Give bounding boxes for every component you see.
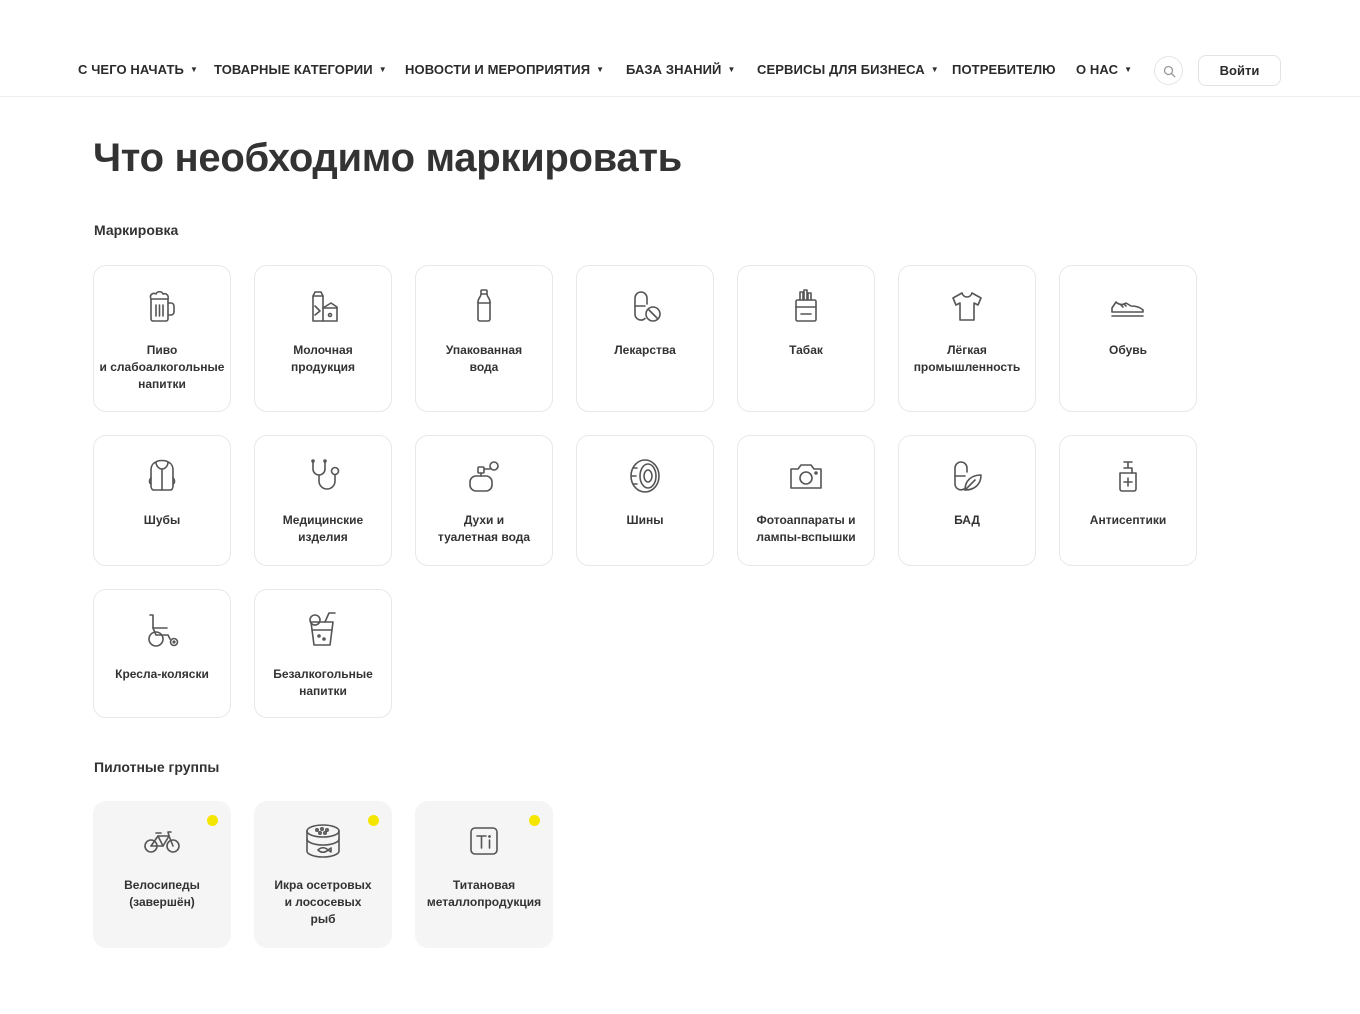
top-navigation: [0, 0, 1360, 97]
nav-item-product-categories[interactable]: [214, 62, 387, 77]
category-card-antiseptics[interactable]: [1059, 435, 1197, 566]
category-label: Лёгкая промышленность: [913, 343, 1021, 374]
chevron-down-icon: ▼: [1124, 65, 1133, 74]
nav-item-business-services[interactable]: [757, 62, 939, 77]
pilot-card-titanium[interactable]: [415, 801, 553, 948]
pilot-card-bicycles[interactable]: [93, 801, 231, 948]
search-icon: [1163, 65, 1176, 78]
sneaker-icon: [1108, 286, 1148, 326]
category-label: Титановая металлопродукция: [426, 878, 542, 909]
category-card-perfume[interactable]: [415, 435, 553, 566]
category-card-beer[interactable]: [93, 265, 231, 412]
category-label: Икра осетровых и лососевых рыб: [274, 878, 372, 926]
category-card-wheelchairs[interactable]: [93, 589, 231, 718]
page-title: Что необходимо маркировать: [93, 136, 682, 180]
titanium-element-icon: [464, 821, 504, 861]
nav-item-consumer[interactable]: [952, 62, 1056, 77]
category-label: БАД: [954, 513, 980, 527]
nav-item-label: ТОВАРНЫЕ КАТЕГОРИИ: [214, 62, 373, 77]
pill-icon: [625, 286, 665, 326]
category-label: Молочная продукция: [291, 343, 355, 374]
pilot-status-dot: [368, 815, 379, 826]
milk-carton-icon: [303, 286, 343, 326]
fur-coat-icon: [142, 456, 182, 496]
nav-item-news-events[interactable]: [405, 62, 604, 77]
water-bottle-icon: [464, 286, 504, 326]
chevron-down-icon: ▼: [596, 65, 605, 74]
category-label: Лекарства: [614, 343, 676, 357]
category-card-soft-drinks[interactable]: [254, 589, 392, 718]
stethoscope-icon: [303, 456, 343, 496]
nav-item-label: С ЧЕГО НАЧАТЬ: [78, 62, 184, 77]
category-card-footwear[interactable]: [1059, 265, 1197, 412]
nav-item-label: СЕРВИСЫ ДЛЯ БИЗНЕСА: [757, 62, 925, 77]
search-button[interactable]: [1154, 56, 1183, 85]
nav-item-label: НОВОСТИ И МЕРОПРИЯТИЯ: [405, 62, 591, 77]
category-label: Шубы: [143, 513, 181, 527]
nav-item-getting-started[interactable]: [78, 62, 198, 77]
category-card-supplements[interactable]: [898, 435, 1036, 566]
nav-item-knowledge-base[interactable]: [626, 62, 736, 77]
category-card-medical-devices[interactable]: [254, 435, 392, 566]
category-card-tobacco[interactable]: [737, 265, 875, 412]
section-label-pilot-groups: Пилотные группы: [94, 759, 220, 775]
bicycle-icon: [142, 821, 182, 861]
t-shirt-icon: [947, 286, 987, 326]
soft-drink-glass-icon: [303, 610, 343, 650]
category-card-medicines[interactable]: [576, 265, 714, 412]
camera-icon: [786, 456, 826, 496]
category-label: Кресла-коляски: [115, 667, 209, 681]
category-card-tires[interactable]: [576, 435, 714, 566]
category-label: Велосипеды (завершён): [124, 878, 200, 909]
nav-item-label: О НАС: [1076, 62, 1119, 77]
supplement-leaf-icon: [947, 456, 987, 496]
chevron-down-icon: ▼: [930, 65, 939, 74]
category-label: Безалкогольные напитки: [273, 667, 373, 698]
pilot-status-dot: [207, 815, 218, 826]
nav-item-label: ПОТРЕБИТЕЛЮ: [952, 62, 1056, 77]
category-label: Пиво и слабоалкогольные напитки: [99, 343, 225, 391]
login-button[interactable]: Войти: [1198, 55, 1281, 86]
chevron-down-icon: ▼: [378, 65, 387, 74]
section-label-marking: Маркировка: [94, 222, 179, 238]
chevron-down-icon: ▼: [727, 65, 736, 74]
category-label: Упакованная вода: [445, 343, 523, 374]
category-card-cameras[interactable]: [737, 435, 875, 566]
category-label: Табак: [789, 343, 823, 357]
category-card-fur-coats[interactable]: [93, 435, 231, 566]
perfume-bottle-icon: [464, 456, 504, 496]
wheelchair-icon: [142, 610, 182, 650]
category-label: Фотоаппараты и лампы-вспышки: [756, 513, 856, 544]
category-card-light-industry[interactable]: [898, 265, 1036, 412]
pilot-card-caviar[interactable]: [254, 801, 392, 948]
category-label: Шины: [626, 513, 664, 527]
caviar-tin-icon: [303, 821, 343, 861]
category-label: Антисептики: [1089, 513, 1167, 527]
pilot-status-dot: [529, 815, 540, 826]
nav-item-about[interactable]: [1076, 62, 1132, 77]
chevron-down-icon: ▼: [189, 65, 199, 74]
tire-icon: [625, 456, 665, 496]
beer-mug-icon: [142, 286, 182, 326]
category-label: Медицинские изделия: [282, 513, 364, 544]
category-label: Обувь: [1108, 343, 1147, 357]
sanitizer-bottle-icon: [1108, 456, 1148, 496]
category-card-dairy[interactable]: [254, 265, 392, 412]
category-card-water[interactable]: [415, 265, 553, 412]
category-label: Духи и туалетная вода: [437, 513, 531, 544]
nav-item-label: БАЗА ЗНАНИЙ: [626, 62, 722, 77]
cigarette-pack-icon: [786, 286, 826, 326]
